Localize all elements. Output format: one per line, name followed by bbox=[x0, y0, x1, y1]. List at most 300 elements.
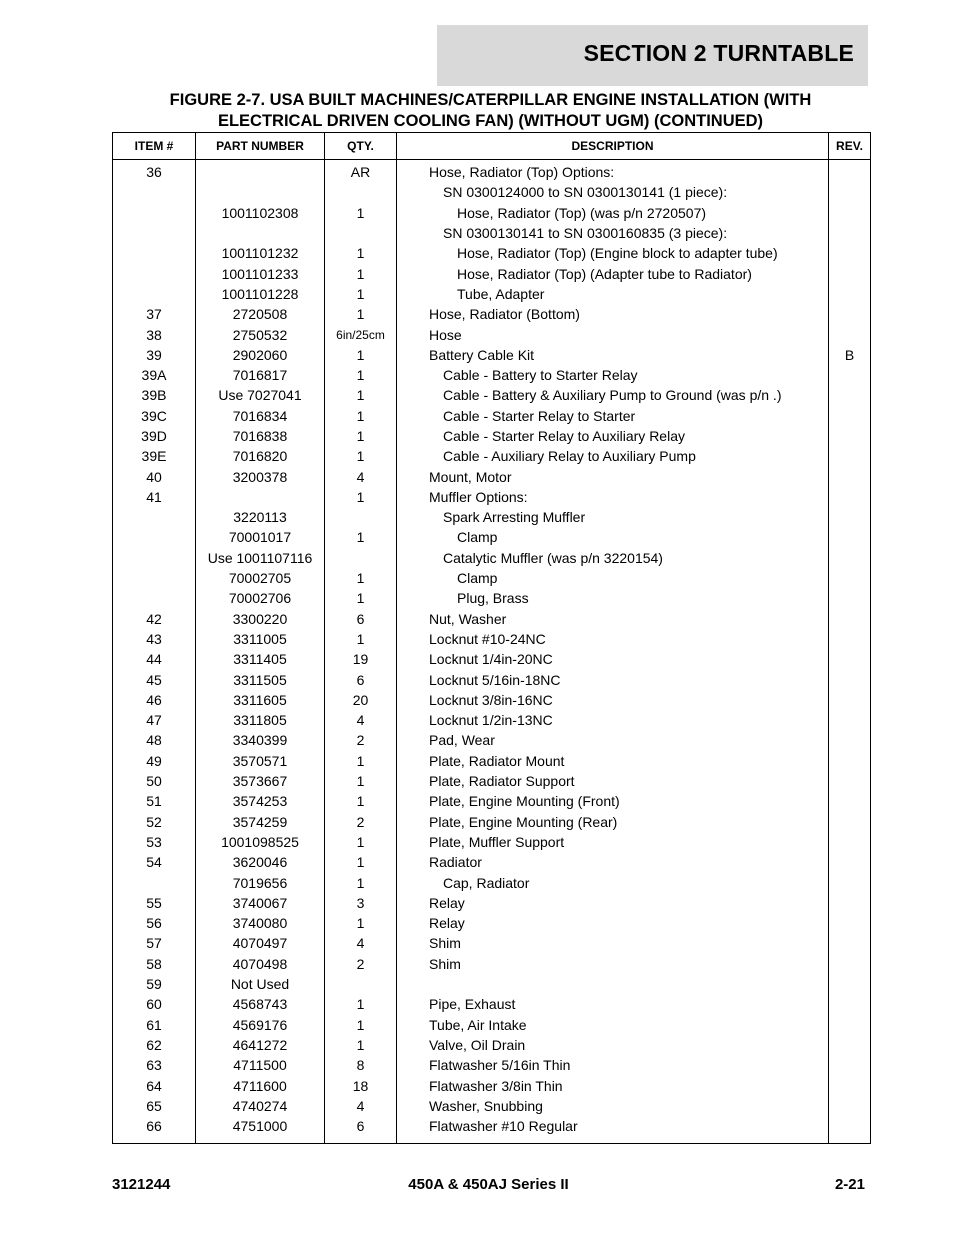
rev-cell bbox=[829, 263, 871, 283]
rev-cell bbox=[829, 160, 871, 183]
item-cell: 38 bbox=[113, 324, 196, 344]
item-cell bbox=[113, 507, 196, 527]
qty-cell: 3 bbox=[325, 893, 397, 913]
item-cell: 59 bbox=[113, 974, 196, 994]
rev-cell bbox=[829, 385, 871, 405]
part-number-cell: 3311005 bbox=[196, 629, 325, 649]
item-cell: 56 bbox=[113, 913, 196, 933]
description-cell: Catalytic Muffler (was p/n 3220154) bbox=[397, 548, 829, 568]
description-cell: Plate, Engine Mounting (Front) bbox=[397, 791, 829, 811]
part-number-cell: 4569176 bbox=[196, 1014, 325, 1034]
section-title: SECTION 2 TURNTABLE bbox=[583, 40, 854, 66]
item-cell bbox=[113, 284, 196, 304]
description-cell: Flatwasher 3/8in Thin bbox=[397, 1075, 829, 1095]
description-cell: Hose, Radiator (Top) (was p/n 2720507) bbox=[397, 203, 829, 223]
table-row bbox=[113, 974, 871, 994]
rev-cell bbox=[829, 812, 871, 832]
table-row bbox=[113, 1096, 871, 1116]
table-row bbox=[113, 771, 871, 791]
rev-cell bbox=[829, 974, 871, 994]
item-cell bbox=[113, 872, 196, 892]
qty-cell: 1 bbox=[325, 203, 397, 223]
table-row bbox=[113, 507, 871, 527]
table-row bbox=[113, 649, 871, 669]
item-cell: 39A bbox=[113, 365, 196, 385]
item-cell: 39 bbox=[113, 345, 196, 365]
part-number-cell: 7016838 bbox=[196, 426, 325, 446]
item-cell: 50 bbox=[113, 771, 196, 791]
part-number-cell: 1001101232 bbox=[196, 243, 325, 263]
description-cell: Clamp bbox=[397, 527, 829, 547]
part-number-cell: 4070497 bbox=[196, 933, 325, 953]
description-cell: Shim bbox=[397, 954, 829, 974]
description-cell: Plate, Muffler Support bbox=[397, 832, 829, 852]
description-cell: Tube, Air Intake bbox=[397, 1014, 829, 1034]
parts-table bbox=[112, 132, 871, 1144]
qty-cell: 6 bbox=[325, 1116, 397, 1144]
description-cell: Muffler Options: bbox=[397, 487, 829, 507]
item-cell: 48 bbox=[113, 730, 196, 750]
rev-cell bbox=[829, 933, 871, 953]
rev-cell bbox=[829, 913, 871, 933]
qty-cell: 1 bbox=[325, 852, 397, 872]
item-cell: 37 bbox=[113, 304, 196, 324]
part-number-cell: 70002705 bbox=[196, 568, 325, 588]
rev-cell bbox=[829, 994, 871, 1014]
footer-page-number: 2-21 bbox=[834, 1176, 865, 1193]
item-cell: 65 bbox=[113, 1096, 196, 1116]
qty-cell: 1 bbox=[325, 771, 397, 791]
part-number-cell: Use 7027041 bbox=[196, 385, 325, 405]
rev-cell bbox=[829, 1014, 871, 1034]
table-row bbox=[113, 609, 871, 629]
table-row bbox=[113, 160, 871, 183]
description-cell: Hose, Radiator (Top) (Engine block to adapter tube) bbox=[397, 243, 829, 263]
description-cell: Valve, Oil Drain bbox=[397, 1035, 829, 1055]
table-row bbox=[113, 284, 871, 304]
item-cell bbox=[113, 263, 196, 283]
table-row bbox=[113, 812, 871, 832]
description-cell: Cable - Battery & Auxiliary Pump to Ground (was p/n .) bbox=[397, 385, 829, 405]
part-number-cell: 7016820 bbox=[196, 446, 325, 466]
rev-cell bbox=[829, 243, 871, 263]
qty-cell: 1 bbox=[325, 629, 397, 649]
part-number-cell: 2902060 bbox=[196, 345, 325, 365]
item-cell bbox=[113, 548, 196, 568]
description-cell: Hose bbox=[397, 324, 829, 344]
footer-model: 450A & 450AJ Series II bbox=[408, 1176, 569, 1193]
qty-cell: 19 bbox=[325, 649, 397, 669]
rev-cell bbox=[829, 548, 871, 568]
part-number-cell: 1001101233 bbox=[196, 263, 325, 283]
item-cell: 66 bbox=[113, 1116, 196, 1144]
table-row bbox=[113, 629, 871, 649]
figure-title-line2: ELECTRICAL DRIVEN COOLING FAN) (WITHOUT UGM) (CONTINUED) bbox=[217, 112, 764, 130]
table-row bbox=[113, 751, 871, 771]
qty-cell: 1 bbox=[325, 527, 397, 547]
description-cell: Plate, Radiator Support bbox=[397, 771, 829, 791]
qty-cell: 4 bbox=[325, 933, 397, 953]
item-cell bbox=[113, 568, 196, 588]
rev-cell bbox=[829, 304, 871, 324]
rev-cell bbox=[829, 182, 871, 202]
table-row bbox=[113, 304, 871, 324]
qty-cell: 6 bbox=[325, 609, 397, 629]
rev-cell bbox=[829, 466, 871, 486]
part-number-cell: 4740274 bbox=[196, 1096, 325, 1116]
description-cell bbox=[397, 974, 829, 994]
rev-cell bbox=[829, 446, 871, 466]
part-number-cell: Use 1001107116 bbox=[196, 548, 325, 568]
qty-cell: 8 bbox=[325, 1055, 397, 1075]
rev-cell bbox=[829, 852, 871, 872]
rev-cell bbox=[829, 1075, 871, 1095]
table-row bbox=[113, 203, 871, 223]
part-number-cell: 3340399 bbox=[196, 730, 325, 750]
part-number-cell bbox=[196, 223, 325, 243]
table-row bbox=[113, 1014, 871, 1034]
description-cell: Locknut 1/4in-20NC bbox=[397, 649, 829, 669]
column-header-item: ITEM # bbox=[113, 133, 196, 160]
table-row bbox=[113, 994, 871, 1014]
part-number-cell: 7016817 bbox=[196, 365, 325, 385]
item-cell: 62 bbox=[113, 1035, 196, 1055]
item-cell: 63 bbox=[113, 1055, 196, 1075]
rev-cell bbox=[829, 487, 871, 507]
rev-cell bbox=[829, 365, 871, 385]
description-cell: Cap, Radiator bbox=[397, 872, 829, 892]
table-row bbox=[113, 710, 871, 730]
item-cell: 39C bbox=[113, 406, 196, 426]
table-row bbox=[113, 588, 871, 608]
item-cell: 57 bbox=[113, 933, 196, 953]
table-row bbox=[113, 832, 871, 852]
table-row bbox=[113, 1116, 871, 1144]
qty-cell: 1 bbox=[325, 304, 397, 324]
part-number-cell: 3200378 bbox=[196, 466, 325, 486]
item-cell: 64 bbox=[113, 1075, 196, 1095]
part-number-cell: 3620046 bbox=[196, 852, 325, 872]
item-cell: 42 bbox=[113, 609, 196, 629]
rev-cell bbox=[829, 629, 871, 649]
description-cell: Relay bbox=[397, 913, 829, 933]
part-number-cell: 4641272 bbox=[196, 1035, 325, 1055]
rev-cell bbox=[829, 507, 871, 527]
item-cell: 52 bbox=[113, 812, 196, 832]
item-cell: 45 bbox=[113, 669, 196, 689]
description-cell: Hose, Radiator (Bottom) bbox=[397, 304, 829, 324]
part-number-cell: 3740080 bbox=[196, 913, 325, 933]
figure-title bbox=[112, 90, 869, 132]
table-row bbox=[113, 426, 871, 446]
table-row bbox=[113, 385, 871, 405]
description-cell: Spark Arresting Muffler bbox=[397, 507, 829, 527]
part-number-cell bbox=[196, 487, 325, 507]
item-cell: 36 bbox=[113, 160, 196, 183]
qty-cell: 1 bbox=[325, 426, 397, 446]
part-number-cell: 3740067 bbox=[196, 893, 325, 913]
description-cell: SN 0300130141 to SN 0300160835 (3 piece): bbox=[397, 223, 829, 243]
item-cell: 55 bbox=[113, 893, 196, 913]
rev-cell bbox=[829, 324, 871, 344]
description-cell: Pipe, Exhaust bbox=[397, 994, 829, 1014]
qty-cell: 1 bbox=[325, 568, 397, 588]
description-cell: Hose, Radiator (Top) (Adapter tube to Radiator) bbox=[397, 263, 829, 283]
table-row bbox=[113, 263, 871, 283]
table-row bbox=[113, 182, 871, 202]
description-cell: Washer, Snubbing bbox=[397, 1096, 829, 1116]
description-cell: Flatwasher 5/16in Thin bbox=[397, 1055, 829, 1075]
description-cell: Plate, Radiator Mount bbox=[397, 751, 829, 771]
table-row bbox=[113, 446, 871, 466]
table-row bbox=[113, 466, 871, 486]
column-header-qty: QTY. bbox=[325, 133, 397, 160]
description-cell: Cable - Starter Relay to Starter bbox=[397, 406, 829, 426]
part-number-cell: 1001098525 bbox=[196, 832, 325, 852]
qty-cell: 1 bbox=[325, 446, 397, 466]
page-footer bbox=[112, 1176, 865, 1196]
item-cell: 39B bbox=[113, 385, 196, 405]
description-cell: Hose, Radiator (Top) Options: bbox=[397, 160, 829, 183]
qty-cell: 2 bbox=[325, 730, 397, 750]
footer-document-number: 3121244 bbox=[112, 1176, 171, 1193]
item-cell: 53 bbox=[113, 832, 196, 852]
description-cell: Locknut 3/8in-16NC bbox=[397, 690, 829, 710]
item-cell: 39E bbox=[113, 446, 196, 466]
qty-cell: 1 bbox=[325, 263, 397, 283]
table-row bbox=[113, 893, 871, 913]
part-number-cell: 3570571 bbox=[196, 751, 325, 771]
part-number-cell: 1001102308 bbox=[196, 203, 325, 223]
qty-cell: 6in/25cm bbox=[325, 324, 397, 344]
column-header-rev: REV. bbox=[829, 133, 871, 160]
part-number-cell: 4751000 bbox=[196, 1116, 325, 1144]
part-number-cell: 2750532 bbox=[196, 324, 325, 344]
item-cell: 54 bbox=[113, 852, 196, 872]
part-number-cell: 3311405 bbox=[196, 649, 325, 669]
part-number-cell: 3300220 bbox=[196, 609, 325, 629]
description-cell: Cable - Battery to Starter Relay bbox=[397, 365, 829, 385]
qty-cell: 1 bbox=[325, 994, 397, 1014]
table-row bbox=[113, 791, 871, 811]
rev-cell bbox=[829, 588, 871, 608]
section-header-bar bbox=[437, 25, 868, 86]
qty-cell: 1 bbox=[325, 913, 397, 933]
qty-cell: 1 bbox=[325, 588, 397, 608]
table-row bbox=[113, 345, 871, 365]
description-cell: Locknut #10-24NC bbox=[397, 629, 829, 649]
qty-cell: 1 bbox=[325, 1035, 397, 1055]
rev-cell bbox=[829, 954, 871, 974]
figure-title-line1: FIGURE 2-7. USA BUILT MACHINES/CATERPILLAR ENGINE INSTALLATION (WITH bbox=[169, 91, 812, 109]
item-cell: 40 bbox=[113, 466, 196, 486]
part-number-cell: 3311805 bbox=[196, 710, 325, 730]
table-row bbox=[113, 1035, 871, 1055]
description-cell: Tube, Adapter bbox=[397, 284, 829, 304]
item-cell: 47 bbox=[113, 710, 196, 730]
table-row bbox=[113, 487, 871, 507]
qty-cell: 20 bbox=[325, 690, 397, 710]
qty-cell bbox=[325, 507, 397, 527]
item-cell: 46 bbox=[113, 690, 196, 710]
rev-cell bbox=[829, 730, 871, 750]
part-number-cell: 70002706 bbox=[196, 588, 325, 608]
qty-cell: 1 bbox=[325, 345, 397, 365]
rev-cell bbox=[829, 649, 871, 669]
qty-cell: 1 bbox=[325, 872, 397, 892]
description-cell: Battery Cable Kit bbox=[397, 345, 829, 365]
table-row bbox=[113, 223, 871, 243]
rev-cell bbox=[829, 751, 871, 771]
rev-cell bbox=[829, 1035, 871, 1055]
rev-cell bbox=[829, 609, 871, 629]
description-cell: Pad, Wear bbox=[397, 730, 829, 750]
part-number-cell: 70001017 bbox=[196, 527, 325, 547]
qty-cell: 4 bbox=[325, 710, 397, 730]
description-cell: Cable - Auxiliary Relay to Auxiliary Pump bbox=[397, 446, 829, 466]
rev-cell bbox=[829, 690, 871, 710]
table-row bbox=[113, 669, 871, 689]
part-number-cell: 3573667 bbox=[196, 771, 325, 791]
qty-cell: 6 bbox=[325, 669, 397, 689]
table-row bbox=[113, 324, 871, 344]
item-cell: 58 bbox=[113, 954, 196, 974]
rev-cell bbox=[829, 669, 871, 689]
description-cell: Flatwasher #10 Regular bbox=[397, 1116, 829, 1144]
qty-cell: 1 bbox=[325, 385, 397, 405]
part-number-cell: 3574253 bbox=[196, 791, 325, 811]
part-number-cell: 3311505 bbox=[196, 669, 325, 689]
part-number-cell bbox=[196, 160, 325, 183]
rev-cell bbox=[829, 1096, 871, 1116]
part-number-cell: 4070498 bbox=[196, 954, 325, 974]
rev-cell bbox=[829, 791, 871, 811]
item-cell: 51 bbox=[113, 791, 196, 811]
item-cell bbox=[113, 203, 196, 223]
table-row bbox=[113, 913, 871, 933]
qty-cell: 4 bbox=[325, 1096, 397, 1116]
table-row bbox=[113, 548, 871, 568]
item-cell bbox=[113, 588, 196, 608]
qty-cell: 1 bbox=[325, 406, 397, 426]
qty-cell: 1 bbox=[325, 243, 397, 263]
part-number-cell: 4568743 bbox=[196, 994, 325, 1014]
column-header-description: DESCRIPTION bbox=[397, 133, 829, 160]
qty-cell: 4 bbox=[325, 466, 397, 486]
item-cell: 60 bbox=[113, 994, 196, 1014]
table-row bbox=[113, 568, 871, 588]
item-cell bbox=[113, 243, 196, 263]
description-cell: Radiator bbox=[397, 852, 829, 872]
part-number-cell: 7019656 bbox=[196, 872, 325, 892]
description-cell: Locknut 5/16in-18NC bbox=[397, 669, 829, 689]
rev-cell bbox=[829, 1055, 871, 1075]
qty-cell: 2 bbox=[325, 812, 397, 832]
table-row bbox=[113, 365, 871, 385]
column-header-part-number: PART NUMBER bbox=[196, 133, 325, 160]
rev-cell bbox=[829, 832, 871, 852]
description-cell: Mount, Motor bbox=[397, 466, 829, 486]
qty-cell: 2 bbox=[325, 954, 397, 974]
qty-cell: 1 bbox=[325, 365, 397, 385]
description-cell: Plate, Engine Mounting (Rear) bbox=[397, 812, 829, 832]
description-cell: Plug, Brass bbox=[397, 588, 829, 608]
rev-cell bbox=[829, 426, 871, 446]
rev-cell bbox=[829, 872, 871, 892]
parts-table-body bbox=[113, 160, 871, 1144]
table-row bbox=[113, 933, 871, 953]
table-row bbox=[113, 527, 871, 547]
table-row bbox=[113, 954, 871, 974]
qty-cell: 1 bbox=[325, 1014, 397, 1034]
qty-cell bbox=[325, 182, 397, 202]
qty-cell: 18 bbox=[325, 1075, 397, 1095]
item-cell: 44 bbox=[113, 649, 196, 669]
rev-cell bbox=[829, 203, 871, 223]
item-cell bbox=[113, 223, 196, 243]
table-row bbox=[113, 690, 871, 710]
rev-cell bbox=[829, 527, 871, 547]
rev-cell bbox=[829, 893, 871, 913]
table-row bbox=[113, 406, 871, 426]
rev-cell bbox=[829, 710, 871, 730]
part-number-cell: 4711600 bbox=[196, 1075, 325, 1095]
rev-cell bbox=[829, 1116, 871, 1144]
rev-cell bbox=[829, 406, 871, 426]
qty-cell: AR bbox=[325, 160, 397, 183]
rev-cell bbox=[829, 771, 871, 791]
part-number-cell: 4711500 bbox=[196, 1055, 325, 1075]
table-row bbox=[113, 1075, 871, 1095]
table-row bbox=[113, 872, 871, 892]
qty-cell bbox=[325, 974, 397, 994]
item-cell: 43 bbox=[113, 629, 196, 649]
part-number-cell: 2720508 bbox=[196, 304, 325, 324]
table-header-row bbox=[113, 133, 871, 160]
qty-cell: 1 bbox=[325, 751, 397, 771]
item-cell bbox=[113, 527, 196, 547]
qty-cell: 1 bbox=[325, 832, 397, 852]
qty-cell: 1 bbox=[325, 791, 397, 811]
qty-cell: 1 bbox=[325, 284, 397, 304]
rev-cell bbox=[829, 223, 871, 243]
qty-cell bbox=[325, 223, 397, 243]
item-cell: 49 bbox=[113, 751, 196, 771]
description-cell: Cable - Starter Relay to Auxiliary Relay bbox=[397, 426, 829, 446]
table-row bbox=[113, 852, 871, 872]
description-cell: SN 0300124000 to SN 0300130141 (1 piece): bbox=[397, 182, 829, 202]
rev-cell bbox=[829, 284, 871, 304]
table-row bbox=[113, 1055, 871, 1075]
part-number-cell: 3311605 bbox=[196, 690, 325, 710]
item-cell: 39D bbox=[113, 426, 196, 446]
part-number-cell: 3574259 bbox=[196, 812, 325, 832]
table-row bbox=[113, 730, 871, 750]
table-row bbox=[113, 243, 871, 263]
qty-cell: 1 bbox=[325, 487, 397, 507]
rev-cell bbox=[829, 568, 871, 588]
description-cell: Shim bbox=[397, 933, 829, 953]
description-cell: Clamp bbox=[397, 568, 829, 588]
description-cell: Locknut 1/2in-13NC bbox=[397, 710, 829, 730]
part-number-cell: 7016834 bbox=[196, 406, 325, 426]
description-cell: Relay bbox=[397, 893, 829, 913]
part-number-cell bbox=[196, 182, 325, 202]
qty-cell bbox=[325, 548, 397, 568]
item-cell: 41 bbox=[113, 487, 196, 507]
part-number-cell: Not Used bbox=[196, 974, 325, 994]
item-cell bbox=[113, 182, 196, 202]
